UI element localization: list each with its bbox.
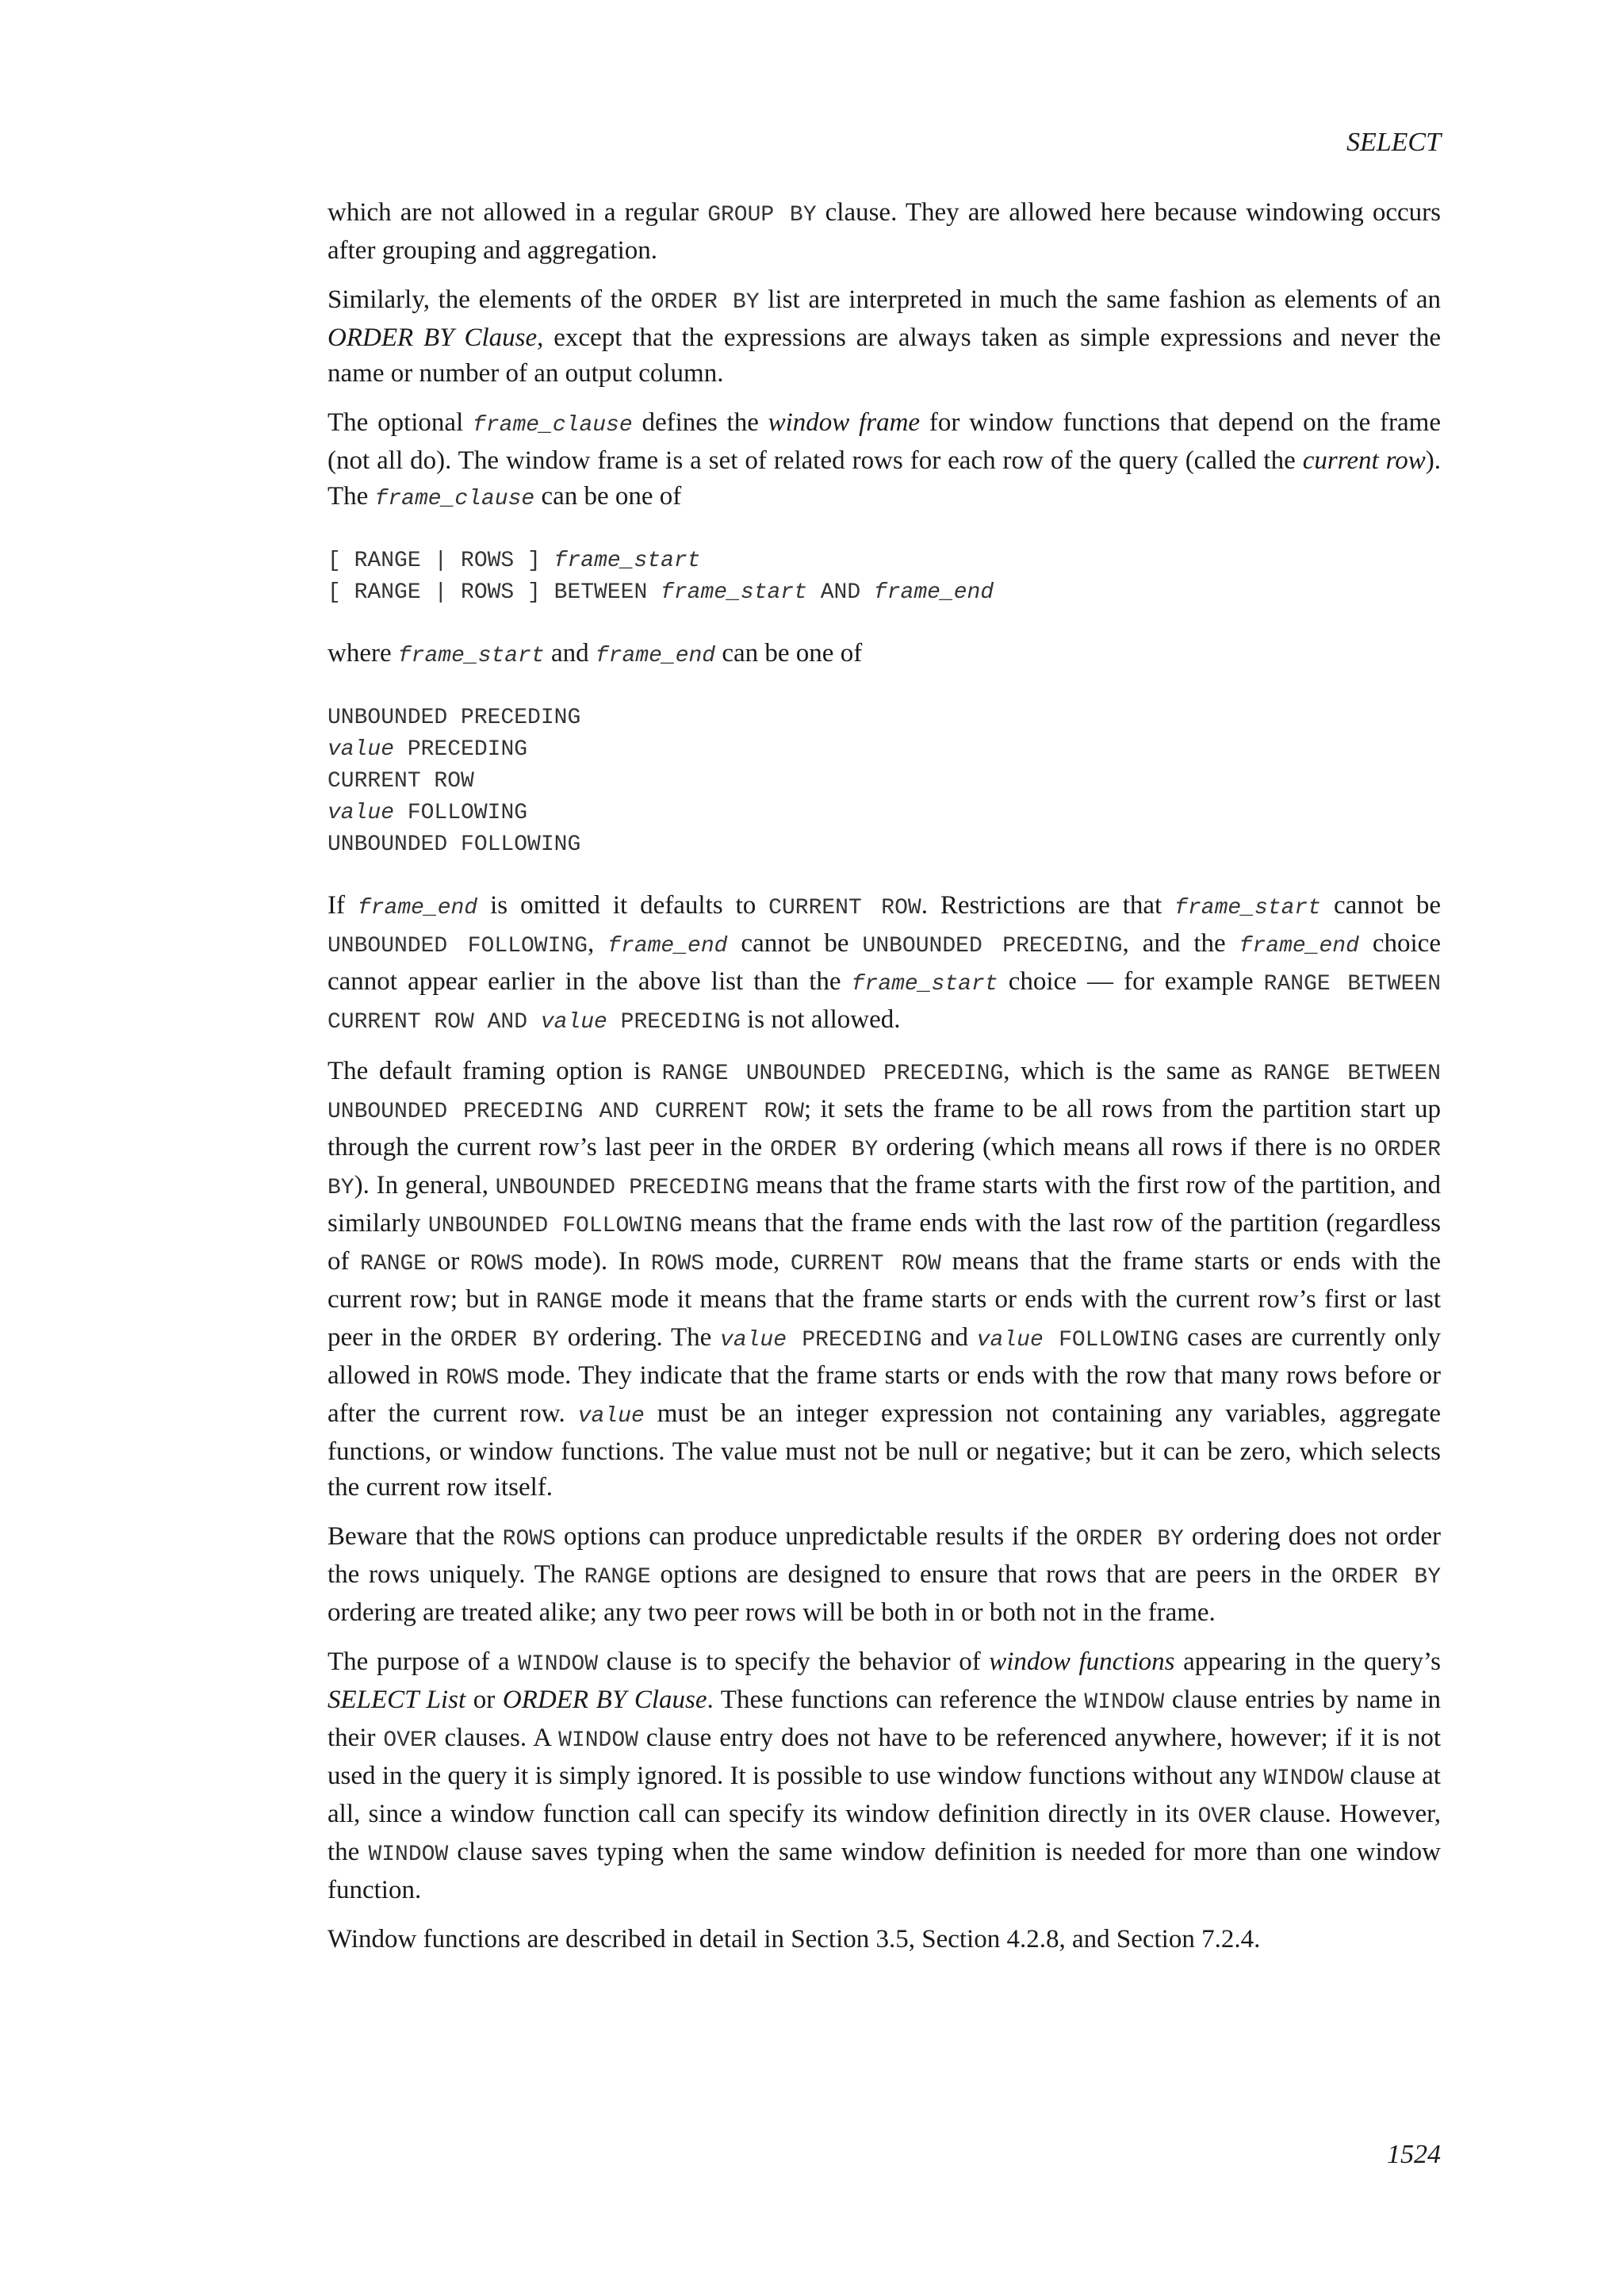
code-literal: ROWS bbox=[502, 1527, 556, 1552]
text-run: which are not allowed in a regular bbox=[327, 198, 708, 227]
code-block-frame-clause bbox=[327, 545, 1441, 609]
code-parameter: frame_start bbox=[1174, 896, 1321, 920]
code-parameter: value bbox=[720, 1328, 787, 1353]
text-run: or bbox=[427, 1247, 470, 1276]
text-run: cannot be bbox=[727, 929, 863, 958]
text-run: means that the frame starts or ends with the current row; but in bbox=[327, 1247, 1441, 1314]
text-run: for window functions that depend on the frame (not all do). The window frame is a set of related rows for each row of the query (called the bbox=[327, 408, 1441, 475]
code-text: CURRENT ROW bbox=[327, 769, 474, 794]
code-parameter: value bbox=[540, 1010, 607, 1035]
text-run: , which is the same as bbox=[1003, 1057, 1264, 1085]
text-run: clause at all, since a window function call can specify its window definition directly in its bbox=[327, 1762, 1441, 1828]
text-run: means that the frame ends with the last row of the partition (regardless of bbox=[327, 1209, 1441, 1276]
code-literal: GROUP BY bbox=[707, 203, 817, 228]
code-parameter: frame_clause bbox=[473, 413, 633, 438]
code-literal: RANGE BETWEEN UNBOUNDED PRECEDING AND CURRENT ROW bbox=[327, 1062, 1441, 1124]
code-parameter: frame_start bbox=[397, 644, 545, 668]
text-run: ordering are treated alike; any two peer rows will be both in or both not in the frame. bbox=[327, 1598, 1216, 1627]
code-literal: UNBOUNDED FOLLOWING bbox=[427, 1214, 683, 1238]
code-parameter: value bbox=[327, 801, 395, 825]
text-run: options can produce unpredictable results if the bbox=[555, 1522, 1076, 1551]
paragraph-frame-start-end bbox=[327, 636, 1441, 674]
text-run: must be an integer expression not containing any variables, aggregate functions, or window functions. The value must not be null or negative; but it can be zero, which selects the current row itself. bbox=[327, 1399, 1442, 1502]
text-run: Window functions are described in detail in Section 3.5, Section 4.2.8, and Section 7.2.4. bbox=[327, 1925, 1261, 1954]
code-block-frame-options bbox=[327, 702, 1441, 861]
code-parameter: value bbox=[577, 1404, 645, 1429]
text-run: Similarly, the elements of the bbox=[327, 285, 651, 314]
text-run: choice cannot appear earlier in the above list than the bbox=[327, 929, 1441, 996]
text-run: ). The bbox=[327, 446, 1441, 511]
text-run: is not allowed. bbox=[740, 1005, 901, 1034]
text-run: cases are currently only allowed in bbox=[327, 1323, 1442, 1390]
text-run: where bbox=[327, 639, 398, 668]
running-header: SELECT bbox=[1346, 128, 1441, 157]
emphasis: window frame bbox=[768, 408, 921, 437]
text-run: mode it means that the frame starts or ends with the current row’s first or last peer in the bbox=[327, 1285, 1441, 1352]
code-parameter: value bbox=[327, 737, 395, 762]
code-literal: ORDER BY bbox=[1075, 1527, 1184, 1552]
text-run: options are designed to ensure that rows that are peers in the bbox=[650, 1560, 1332, 1589]
text-run: ). In general, bbox=[354, 1171, 496, 1200]
code-text: [ RANGE | ROWS ] bbox=[327, 549, 554, 573]
paragraph-window-clause-purpose bbox=[327, 1644, 1441, 1908]
code-text: UNBOUNDED FOLLOWING bbox=[327, 832, 581, 857]
code-literal: CURRENT ROW bbox=[790, 1252, 941, 1276]
paragraph-frame-restrictions bbox=[327, 888, 1441, 1040]
text-run: The purpose of a bbox=[327, 1647, 519, 1676]
text-run: cannot be bbox=[1321, 891, 1442, 920]
code-literal: FOLLOWING bbox=[1043, 1328, 1179, 1353]
cross-reference: SELECT List bbox=[327, 1686, 466, 1714]
code-literal: RANGE BETWEEN CURRENT ROW AND bbox=[327, 972, 1442, 1035]
code-parameter: frame_end bbox=[595, 644, 716, 668]
text-run: choice — for example bbox=[998, 967, 1264, 996]
code-literal: UNBOUNDED PRECEDING bbox=[495, 1176, 749, 1200]
text-run: . Restrictions are that bbox=[921, 891, 1175, 920]
code-parameter: frame_start bbox=[553, 549, 701, 573]
body-text bbox=[327, 195, 1441, 1971]
code-text: [ RANGE | ROWS ] BETWEEN bbox=[327, 580, 661, 605]
code-literal: RANGE bbox=[584, 1565, 651, 1590]
text-run: Beware that the bbox=[327, 1522, 503, 1551]
text-run: or bbox=[465, 1686, 503, 1714]
code-parameter: frame_clause bbox=[374, 487, 535, 511]
code-text: PRECEDING bbox=[394, 737, 528, 762]
code-literal: ROWS bbox=[650, 1252, 705, 1276]
text-run: ordering does not order the rows uniquely. The bbox=[327, 1522, 1442, 1589]
code-text: FOLLOWING bbox=[394, 801, 528, 825]
text-run: ordering. The bbox=[558, 1323, 721, 1352]
text-run: clause saves typing when the same window definition is needed for more than one window function. bbox=[327, 1838, 1441, 1904]
paragraph-section-references bbox=[327, 1922, 1441, 1957]
cross-reference: ORDER BY Clause bbox=[502, 1686, 707, 1714]
code-literal: UNBOUNDED PRECEDING bbox=[862, 934, 1123, 959]
paragraph-default-framing bbox=[327, 1054, 1441, 1506]
code-parameter: frame_end bbox=[607, 934, 728, 959]
text-run: and bbox=[921, 1323, 977, 1352]
code-literal: RANGE UNBOUNDED PRECEDING bbox=[661, 1062, 1004, 1086]
text-run: mode). In bbox=[523, 1247, 651, 1276]
code-parameter: frame_start bbox=[661, 580, 807, 605]
code-literal: WINDOW bbox=[558, 1728, 638, 1753]
code-literal: CURRENT ROW bbox=[768, 896, 921, 920]
text-run: , and the bbox=[1122, 929, 1239, 958]
text-run: , except that the expressions are always taken as simple expressions and never the name or number of an output column. bbox=[327, 323, 1441, 388]
text-run: and bbox=[544, 639, 596, 668]
text-run: means that the frame starts with the first row of the partition, and similarly bbox=[327, 1171, 1441, 1238]
emphasis: window functions bbox=[989, 1647, 1175, 1676]
paragraph-group-by-note bbox=[327, 195, 1441, 269]
text-run: clause entry does not have to be referenced anywhere, however; if it is not used in the query it is simply ignored. It is possible to use window functions without any bbox=[327, 1724, 1442, 1790]
code-text: AND bbox=[806, 580, 874, 605]
code-literal: WINDOW bbox=[518, 1652, 599, 1677]
text-run: appearing in the query’s bbox=[1174, 1647, 1442, 1676]
code-literal: PRECEDING bbox=[787, 1328, 922, 1353]
page-number: 1524 bbox=[1387, 2140, 1441, 2169]
code-literal: WINDOW bbox=[368, 1843, 449, 1867]
text-run: If bbox=[327, 891, 358, 920]
emphasis: current row bbox=[1302, 446, 1426, 475]
code-literal: RANGE bbox=[360, 1252, 427, 1276]
text-run: mode, bbox=[704, 1247, 791, 1276]
paragraph-order-by bbox=[327, 282, 1441, 392]
paragraph-rows-range-warning bbox=[327, 1519, 1441, 1631]
code-literal: ORDER BY bbox=[770, 1138, 879, 1162]
text-run: can be one of bbox=[715, 639, 863, 668]
text-run: The default framing option is bbox=[327, 1057, 662, 1085]
code-literal: PRECEDING bbox=[607, 1010, 741, 1035]
text-run: ; it sets the frame to be all rows from the partition start up through the current row’s last peer in the bbox=[327, 1095, 1441, 1161]
code-literal: ORDER BY bbox=[327, 1138, 1441, 1200]
code-literal: OVER bbox=[1197, 1804, 1251, 1829]
text-run: clauses. A bbox=[436, 1724, 559, 1752]
code-text: UNBOUNDED PRECEDING bbox=[327, 706, 581, 730]
code-literal: ORDER BY bbox=[1331, 1565, 1441, 1590]
code-literal: WINDOW bbox=[1084, 1690, 1165, 1715]
code-literal: WINDOW bbox=[1263, 1766, 1344, 1791]
text-run: list are interpreted in much the same fashion as elements of an bbox=[759, 285, 1441, 314]
text-run: . These functions can reference the bbox=[707, 1686, 1085, 1714]
text-run: ordering (which means all rows if there is no bbox=[878, 1133, 1374, 1161]
code-literal: ORDER BY bbox=[650, 290, 760, 315]
text-run: defines the bbox=[632, 408, 768, 437]
code-literal: OVER bbox=[383, 1728, 437, 1753]
code-literal: ROWS bbox=[469, 1252, 524, 1276]
text-run: The optional bbox=[327, 408, 473, 437]
text-run: is omitted it defaults to bbox=[477, 891, 769, 920]
text-run: mode. They indicate that the frame starts or ends with the row that many rows before or after the current row. bbox=[327, 1361, 1441, 1428]
code-literal: RANGE bbox=[535, 1290, 603, 1314]
code-literal: UNBOUNDED FOLLOWING bbox=[327, 934, 588, 959]
code-parameter: frame_start bbox=[851, 972, 998, 997]
text-run: can be one of bbox=[534, 482, 682, 511]
code-parameter: frame_end bbox=[873, 580, 994, 605]
code-parameter: frame_end bbox=[1239, 934, 1359, 959]
code-literal: ORDER BY bbox=[450, 1328, 559, 1353]
text-run: clause. However, the bbox=[327, 1800, 1442, 1866]
cross-reference: ORDER BY Clause bbox=[327, 323, 538, 352]
text-run: clause. They are allowed here because windowing occurs after grouping and aggregation. bbox=[327, 198, 1441, 265]
text-run: , bbox=[587, 929, 608, 958]
paragraph-frame-clause bbox=[327, 405, 1441, 517]
text-run: clause entries by name in their bbox=[327, 1686, 1441, 1752]
code-parameter: frame_end bbox=[357, 896, 478, 920]
code-parameter: value bbox=[976, 1328, 1044, 1353]
code-literal: ROWS bbox=[446, 1366, 500, 1391]
text-run: clause is to specify the behavior of bbox=[598, 1647, 990, 1676]
